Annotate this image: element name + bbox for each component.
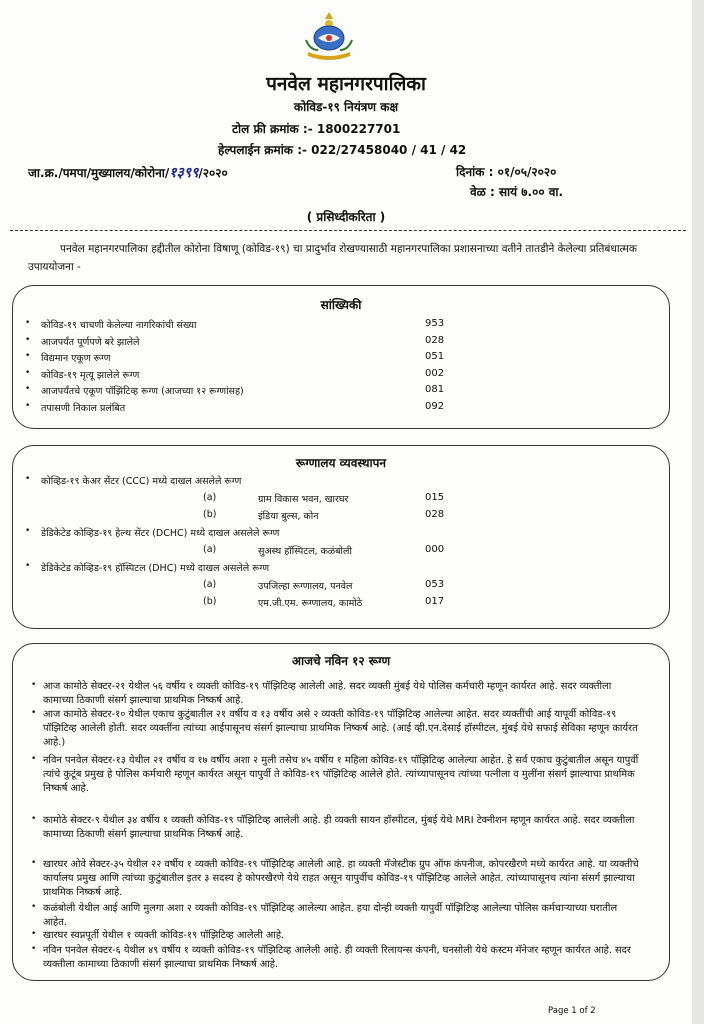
ref-suffix: /२०२० [198,166,228,180]
stat-label: कोविड-१९ मृत्यू झालेले रूग्ण [41,369,140,381]
issue-time: वेळ : सायं ७.०० वा. [470,185,564,199]
bullet: • [25,561,31,571]
facility-marker: (a) [203,544,217,555]
stat-label: कोविड-१९ चाचणी केलेल्या नागरिकांची संख्या [41,320,197,331]
bullet: • [31,680,37,690]
hospital-heading: रूग्णालय व्यवस्थापन [295,456,387,470]
scan-edge [692,0,704,1024]
tollfree-number: टोल फ्री क्रमांक :- 1800227701 [232,122,401,136]
facility-name: एम.जी.एम. रूग्णालय, कामोठे [258,598,363,609]
bullet: • [31,929,37,939]
bullet: • [25,334,31,345]
case-item: कामोठे सेक्टर-९ येथील ३४ वर्षीय १ व्यक्ती कोविड-१९ पॉझिटिव्ह आलेली आहे. ही व्यक्ती सायन हॉस्पीटल, मुंबई येथे MRI टेक्नीशन म्हणून कार्यरत आहे. सदर व्यक्तीला कामाच्या ठिकाणी संसर्ग झाल्याचा प्राथमिक निष्कर्ष आहे. [43,815,635,841]
case-item: खारघर स्वप्नपूर्ती येथील १ व्यक्ती कोविड-१९ पॉझिटिव्ह आलेली आहे. [43,930,285,941]
facility-name: उपजिल्हा रूग्णालय, पनवेल [258,581,353,592]
helpline-numbers: हेल्पलाईन क्रमांक :- 022/27458040 / 41 / 42 [218,143,467,157]
stat-label: विद्यमान एकूण रूग्ण [41,353,111,364]
case-item: खारघर ओवे सेक्टर-३५ येथील २२ वर्षीय १ व्यक्ती कोविड-१९ पॉझिटिव्ह आलेली आहे. हा व्यक्ती मॅजेस्टीक ग्रुप ऑफ कंपनीज, कोपरखैरणे मध्ये कार्यरत आहे. या व्यक्तीचे कार्यालय प्रमुख आणि त्यांच्या कुटुंबातील इतर ३ सदस्य हे कोपरखैरणे येथे राहत असून यापुर्वीच कोविड-१९ पॉझिटिव्ह आलेले आहेत. त्यांच्यापासूनच त्यांना संसर्ग झाल्याचा प्राथमिक निष्कर्ष आहे. [43,859,639,899]
facility-name: इंडिया बुल्स, कोन [258,511,319,522]
facility-count: 000 [425,544,445,555]
facility-name: ग्राम विकास भवन, खारघर [258,494,349,505]
stat-label: आजपर्यंत पूर्णपणे बरे झालेले [41,336,140,348]
bullet: • [31,754,37,764]
stat-label: तपासणी निकाल प्रलंबित [41,402,126,414]
case-item: नविन पनवेल सेक्टर-१३ येथील २१ वर्षीय व १७ वर्षीय अशा २ मुली तसेच ४५ वर्षीय १ महिला कोविड-१९ पॉझिटिव्ह आलेल्या आहेत. हे सर्व एकाच कुटुंबातील असून यापुर्वी त्यांचे कुटूंब प्रमुख हे पोलिस कर्मचारी म्हणून कार्यरत असून यापुर्वी ते कोविड-१९ पॉझिटिव्ह आलेले होते. त्यांच्यापासूनच त्यांच्या पत्नीला व मुलींना संसर्ग झाल्याचा प्राथमिक निष्कर्ष आहे. [43,755,639,795]
bullet: • [25,318,31,328]
bullet: • [25,526,31,536]
new-cases-heading: आजचे नविन १२ रूग्ण [291,654,391,668]
facility-count: 017 [425,596,445,607]
publicity-label: ( प्रसिध्दीकरिता ) [306,210,386,224]
bullet: • [25,384,31,394]
case-item: आज कामोठे सेक्टर-२१ येथील ५६ वर्षीय १ व्यक्ती कोविड-१९ पॉझिटिव्ह आलेली आहे. सदर व्यक्ती मुंबई येथे पोलिस कर्मचारी म्हणून कार्यरत आहे. सदर व्यक्तीला कामाच्या ठिकाणी संसर्ग झाल्याचा प्राथमिक निष्कर्ष आहे. [43,681,612,707]
ref-handwritten-number: १३९९ [169,165,199,181]
stat-label: आजपर्यंतचे एकूण पॉझिटिव्ह रूग्ण (आजच्या १२ रूग्णांसह) [41,386,244,397]
control-cell-title: कोविड-१९ नियंत्रण कक्ष [293,100,399,114]
bullet: • [25,351,31,361]
stat-value: 081 [425,384,445,395]
stat-value: 002 [425,367,445,379]
case-item: कळंबोली येथील आई आणि मुलगा अशा २ व्यक्ती कोविड-१९ पॉझिटिव्ह आलेल्या आहेत. हया दोन्ही व्यक्ती यापुर्वी पॉझिटिव्ह आलेल्या पोलिस कर्मचाऱ्याच्या घरातील आहेत. [43,903,618,929]
case-item: नविन पनवेल सेक्टर-६ येथील ४९ वर्षीय १ व्यक्ती कोविड-१९ पॉझिटिव्ह आलेली आहे. ही व्यक्ती रिलायन्स कंपनी, घनसोली येथे कस्टम मॅनेजर म्हणून कार्यरत आहे. सदर व्यक्तीला कामाच्या ठिकाणी संसर्ग झाल्याचा प्राथमिक निष्कर्ष आहे. [43,945,631,971]
intro-paragraph: पनवेल महानगरपालिका हद्दीतील कोरोना विषाणू (कोविड-१९) चा प्रादुर्भाव रोखण्यासाठी महानगरपालिका प्रशासनाच्या वतीने तातडीने केलेल्या प्रतिबंधात्मक उपाययोजना - [28,243,637,273]
stat-value: 028 [425,334,445,346]
bullet: • [25,400,31,411]
org-name: पनवेल महानगरपालिका [266,73,426,95]
bullet: • [31,902,37,912]
issue-date: दिनांक : ०१/०५/२०२० [456,165,557,179]
municipal-emblem-logo [298,10,360,66]
facility-count: 028 [425,509,445,520]
stat-value: 953 [425,318,445,329]
stat-value: 051 [425,351,445,362]
facility-count: 015 [425,492,445,503]
facility-marker: (a) [203,492,217,503]
statistics-heading: सांख्यिकी [320,298,362,312]
facility-group-title: कोव्हिड-१९ केअर सेंटर (CCC) मध्ये दाखल असलेले रूग्ण [41,476,242,487]
new-cases-box [12,643,670,981]
statistics-box [12,285,670,429]
facility-name: सुअस्थ हॉस्पिटल, कळंबोली [258,546,352,557]
page-number: Page 1 of 2 [548,1006,596,1016]
facility-count: 053 [425,579,445,590]
bullet: • [31,708,37,718]
facility-marker: (b) [203,596,217,607]
hospital-management-box [12,445,670,629]
case-item: आज कामोठे सेक्टर-१० येथील एकाच कुटुंबातील २१ वर्षीय व १३ वर्षीय असे २ व्यक्ती कोविड-१९ पॉझिटिव्ह आलेल्या आहेत. सदर व्यक्तींची आई यापूर्वी कोविड-१९ पॉझिटिव्ह आलेली होती. सदर व्यक्तींना त्यांच्या आईपासूनच संसर्ग झाल्याचा प्राथमिक निष्कर्ष आहे. (आई व्ही.एन.देसाई हॉस्पीटल, मुंबई येथे सफाई सेविका म्हणून कार्यरत आहे.) [43,709,638,749]
bullet: • [25,367,31,378]
facility-marker: (b) [203,509,217,520]
reference-number [28,163,228,182]
dashed-divider [10,230,686,231]
bullet: • [25,474,31,484]
facility-marker: (a) [203,579,217,590]
bullet: • [31,858,37,868]
ref-prefix: जा.क्र./पमपा/मुख्यालय/कोरोना/ [28,166,170,180]
facility-group-title: डेडिकेटेड कोव्हिड-१९ हेल्थ सेंटर (DCHC) मध्ये दाखल असलेले रूग्ण [41,528,280,539]
facility-group-title: डेडिकेटेड कोव्हिड-१९ हॉस्पिटल (DHC) मध्ये दाखल असलेले रूग्ण [41,563,270,574]
bullet: • [31,814,37,824]
bullet: • [31,944,37,954]
stat-value: 092 [425,400,445,412]
